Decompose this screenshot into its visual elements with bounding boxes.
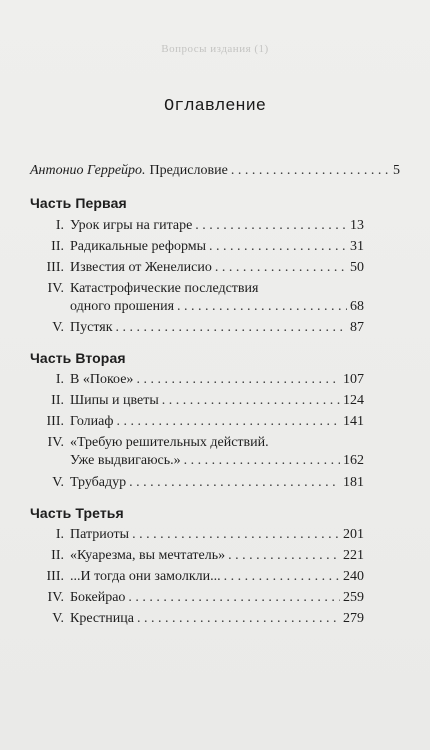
chapter-title: Голиаф	[70, 414, 114, 429]
show-through-header: Вопросы издания (1)	[161, 43, 269, 55]
leader-dots	[132, 526, 340, 543]
chapter-title: Патриоты	[70, 527, 130, 542]
toc-entry	[70, 526, 364, 543]
chapter-number: V.	[52, 611, 64, 626]
chapter-title: Крестница	[70, 611, 134, 626]
page-number: 68	[350, 299, 364, 314]
chapter-number: I.	[55, 218, 64, 233]
page-number: 201	[343, 527, 364, 542]
page-number: 240	[343, 569, 364, 584]
leader-dots	[162, 392, 340, 409]
chapter-number: II.	[51, 548, 64, 563]
preface-label: Предисловие	[149, 163, 228, 178]
leader-dots	[128, 589, 340, 606]
chapter-title: Уже выдвигаюсь.»	[70, 453, 181, 468]
chapter-number: I.	[55, 372, 64, 387]
chapter-title: В «Покое»	[70, 372, 134, 387]
part-heading: Часть Вторая	[30, 350, 126, 366]
toc-entry	[70, 298, 364, 315]
page-number: 107	[343, 372, 364, 387]
chapter-number: IV.	[47, 281, 64, 296]
chapter-number: III.	[46, 414, 64, 429]
leader-dots	[228, 547, 340, 564]
chapter-title: ...И тогда они замолкли...	[70, 569, 221, 584]
chapter-title: одного прошения	[70, 299, 175, 314]
leader-dots	[209, 238, 347, 255]
leader-dots	[137, 610, 340, 627]
page-number: 87	[350, 320, 364, 335]
leader-dots	[129, 474, 340, 491]
chapter-number: IV.	[47, 435, 64, 450]
chapter-number: I.	[55, 527, 64, 542]
page-number: 5	[393, 163, 400, 178]
toc-entry	[70, 259, 364, 276]
leader-dots	[184, 452, 340, 469]
leader-dots	[215, 259, 347, 276]
toc-entry	[70, 452, 364, 469]
toc-entry	[70, 319, 364, 336]
chapter-title: Радикальные реформы	[70, 239, 207, 254]
page-number: 162	[343, 453, 364, 468]
chapter-title-line1: Катастрофические последствия	[70, 281, 259, 296]
chapter-title: Бокейрао	[70, 590, 126, 605]
leader-dots	[177, 298, 347, 315]
page-number: 13	[350, 218, 364, 233]
toc-entry-preface	[30, 162, 400, 179]
chapter-number: V.	[52, 320, 64, 335]
leader-dots	[195, 217, 347, 234]
page-number: 259	[343, 590, 364, 605]
toc-entry	[70, 568, 364, 585]
chapter-title-line1: «Требую решительных действий.	[70, 435, 269, 450]
toc-entry	[70, 474, 364, 491]
page-number: 221	[343, 548, 364, 563]
chapter-title: Трубадур	[70, 475, 127, 490]
page-number: 181	[343, 475, 364, 490]
chapter-number: III.	[46, 260, 64, 275]
leader-dots	[116, 413, 340, 430]
page-number: 279	[343, 611, 364, 626]
toc-entry	[70, 413, 364, 430]
chapter-number: IV.	[47, 590, 64, 605]
leader-dots	[116, 319, 348, 336]
chapter-title: Шипы и цветы	[70, 393, 159, 408]
leader-dots	[224, 568, 340, 585]
page-number: 31	[350, 239, 364, 254]
part-heading: Часть Первая	[30, 195, 127, 211]
toc-entry	[70, 610, 364, 627]
preface-author: Антонио Геррейро.	[30, 163, 146, 178]
toc-entry	[70, 392, 364, 409]
chapter-number: II.	[51, 239, 64, 254]
chapter-number: III.	[46, 569, 64, 584]
leader-dots	[231, 162, 390, 179]
page-title: Оглавление	[163, 97, 267, 116]
toc-entry	[70, 217, 364, 234]
page-number: 124	[343, 393, 364, 408]
toc-entry	[70, 238, 364, 255]
chapter-title: Урок игры на гитаре	[70, 218, 193, 233]
toc-entry	[70, 371, 364, 388]
toc-entry	[70, 589, 364, 606]
part-heading: Часть Третья	[30, 505, 124, 521]
chapter-title: Известия от Женелисио	[70, 260, 212, 275]
chapter-number: II.	[51, 393, 64, 408]
chapter-title: Пустяк	[70, 320, 113, 335]
page-number: 50	[350, 260, 364, 275]
page-number: 141	[343, 414, 364, 429]
chapter-title: «Куарезма, вы мечтатель»	[70, 548, 226, 563]
chapter-number: V.	[52, 475, 64, 490]
toc-entry	[70, 547, 364, 564]
leader-dots	[136, 371, 340, 388]
